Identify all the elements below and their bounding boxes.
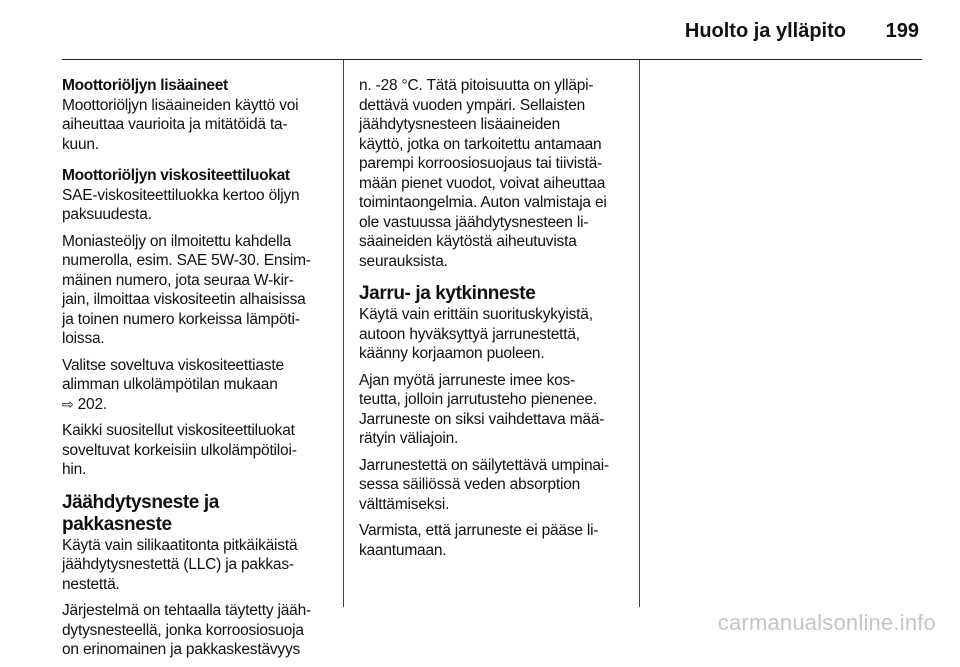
page-number: 199 <box>885 20 919 42</box>
paragraph-coolant-continued <box>359 76 627 271</box>
text-column-1 <box>62 76 330 667</box>
text-line: käänny korjaamon puoleen. <box>359 345 545 362</box>
text-line: Jarruneste on siksi vaihdettava mää- <box>359 410 605 428</box>
text-line: jäähdytysnestettä (LLC) ja pakkas- <box>62 556 294 573</box>
paragraph-brake-4 <box>359 521 627 560</box>
text-line: on erinomainen ja pakkaskestävyys <box>62 641 301 658</box>
text-line: parempi korroosiosuojaus tai tiivistä- <box>359 155 603 172</box>
paragraph-viscosity-4 <box>62 421 330 480</box>
text-line: Käytä vain silikaatitonta pitkäikäistä <box>62 536 298 554</box>
text-line: alimman ulkolämpötilan mukaan <box>62 376 278 393</box>
paragraph-oil-additives <box>62 96 330 155</box>
text-line: loissa. <box>62 330 105 347</box>
text-line: ja toinen numero korkeissa lämpöti- <box>62 310 300 328</box>
text-line: kuun. <box>62 135 99 153</box>
paragraph-viscosity-1 <box>62 186 330 225</box>
text-line: mäinen numero, jota seuraa W-kir- <box>62 271 294 289</box>
text-line: jain, ilmoittaa viskositeetin alhaisissa <box>62 291 306 308</box>
text-line: välttämiseksi. <box>359 495 450 513</box>
text-line: toimintaongelmia. Auton valmistaja ei <box>359 194 607 211</box>
text-line: SAE-viskositeettiluokka kertoo öljyn <box>62 186 300 204</box>
text-line: teutta, jolloin jarrutusteho pienenee. <box>359 391 597 408</box>
paragraph-brake-1 <box>359 305 627 364</box>
reference-page: 202. <box>77 395 108 413</box>
text-line: Jarrunestettä on säilytettävä umpinai- <box>359 456 610 474</box>
text-line: numerolla, esim. SAE 5W-30. Ensim- <box>62 252 311 269</box>
text-line: dettävä vuoden ympäri. Sellaisten <box>359 96 586 114</box>
text-line: Varmista, että jarruneste ei pääse li- <box>359 522 599 539</box>
paragraph-viscosity-2 <box>62 232 330 349</box>
text-line: paksuudesta. <box>62 206 152 223</box>
text-line: jäähdytysnesteen lisäaineiden <box>359 116 561 133</box>
column-divider-right <box>639 60 640 607</box>
text-line: Kaikki suositellut viskositeettiluokat <box>62 422 295 439</box>
text-line: soveltuvat korkeisiin ulkolämpötiloi- <box>62 441 297 459</box>
text-line: kaantumaan. <box>359 541 447 559</box>
text-line: ole vastuussa jäähdytysnesteen li- <box>359 213 589 231</box>
paragraph-coolant-2 <box>62 601 330 660</box>
text-line: n. -28 °C. Tätä pitoisuutta on ylläpi- <box>359 77 594 94</box>
text-line: Moottoriöljyn lisäaineiden käyttö voi <box>62 96 299 114</box>
text-line: säaineiden käytöstä aiheutuvista <box>359 233 577 250</box>
text-line: rätyin väliajoin. <box>359 430 459 447</box>
text-line: dytysnesteellä, jonka korroosiosuoja <box>62 621 304 639</box>
text-line: nestettä. <box>62 575 120 593</box>
text-line: aiheuttaa vaurioita ja mitätöidä ta- <box>62 116 288 133</box>
text-line: käyttö, jotka on tarkoitettu antamaan <box>359 135 602 153</box>
text-line: mään pienet vuodot, voivat aiheuttaa <box>359 174 606 192</box>
heading-brake-fluid: Jarru- ja kytkinneste <box>359 283 536 304</box>
text-line: Ajan myötä jarruneste imee kos- <box>359 371 576 389</box>
text-column-2 <box>359 76 627 567</box>
subhead-oil-additives: Moottoriöljyn lisäaineet <box>62 77 228 94</box>
text-line: hin. <box>62 461 87 478</box>
page-reference[interactable] <box>62 395 330 415</box>
text-line: Järjestelmä on tehtaalla täytetty jääh- <box>62 602 311 619</box>
reference-arrow-icon: ⇨ <box>62 395 74 412</box>
header-rule <box>62 59 922 60</box>
text-line: Käytä vain erittäin suorituskykyistä, <box>359 306 593 323</box>
subhead-viscosity: Moottoriöljyn viskositeettiluokat <box>62 167 290 184</box>
watermark: carmanualsonline.info <box>717 610 936 635</box>
paragraph-coolant-1 <box>62 536 330 595</box>
text-line: autoon hyväksyttyä jarrunestettä, <box>359 325 580 343</box>
page-header <box>0 0 960 60</box>
paragraph-brake-3 <box>359 456 627 515</box>
column-divider-left <box>343 60 344 607</box>
heading-coolant: Jäähdytysneste ja pakkasneste <box>62 491 219 535</box>
running-title: Huolto ja ylläpito <box>684 20 846 42</box>
text-line: sessa säiliössä veden absorption <box>359 476 581 493</box>
paragraph-viscosity-3 <box>62 356 330 415</box>
text-line: Valitse soveltuva viskositeettiaste <box>62 356 284 374</box>
text-line: seurauksista. <box>359 252 448 270</box>
text-line: Moniasteöljy on ilmoitettu kahdella <box>62 232 292 250</box>
paragraph-brake-2 <box>359 371 627 449</box>
